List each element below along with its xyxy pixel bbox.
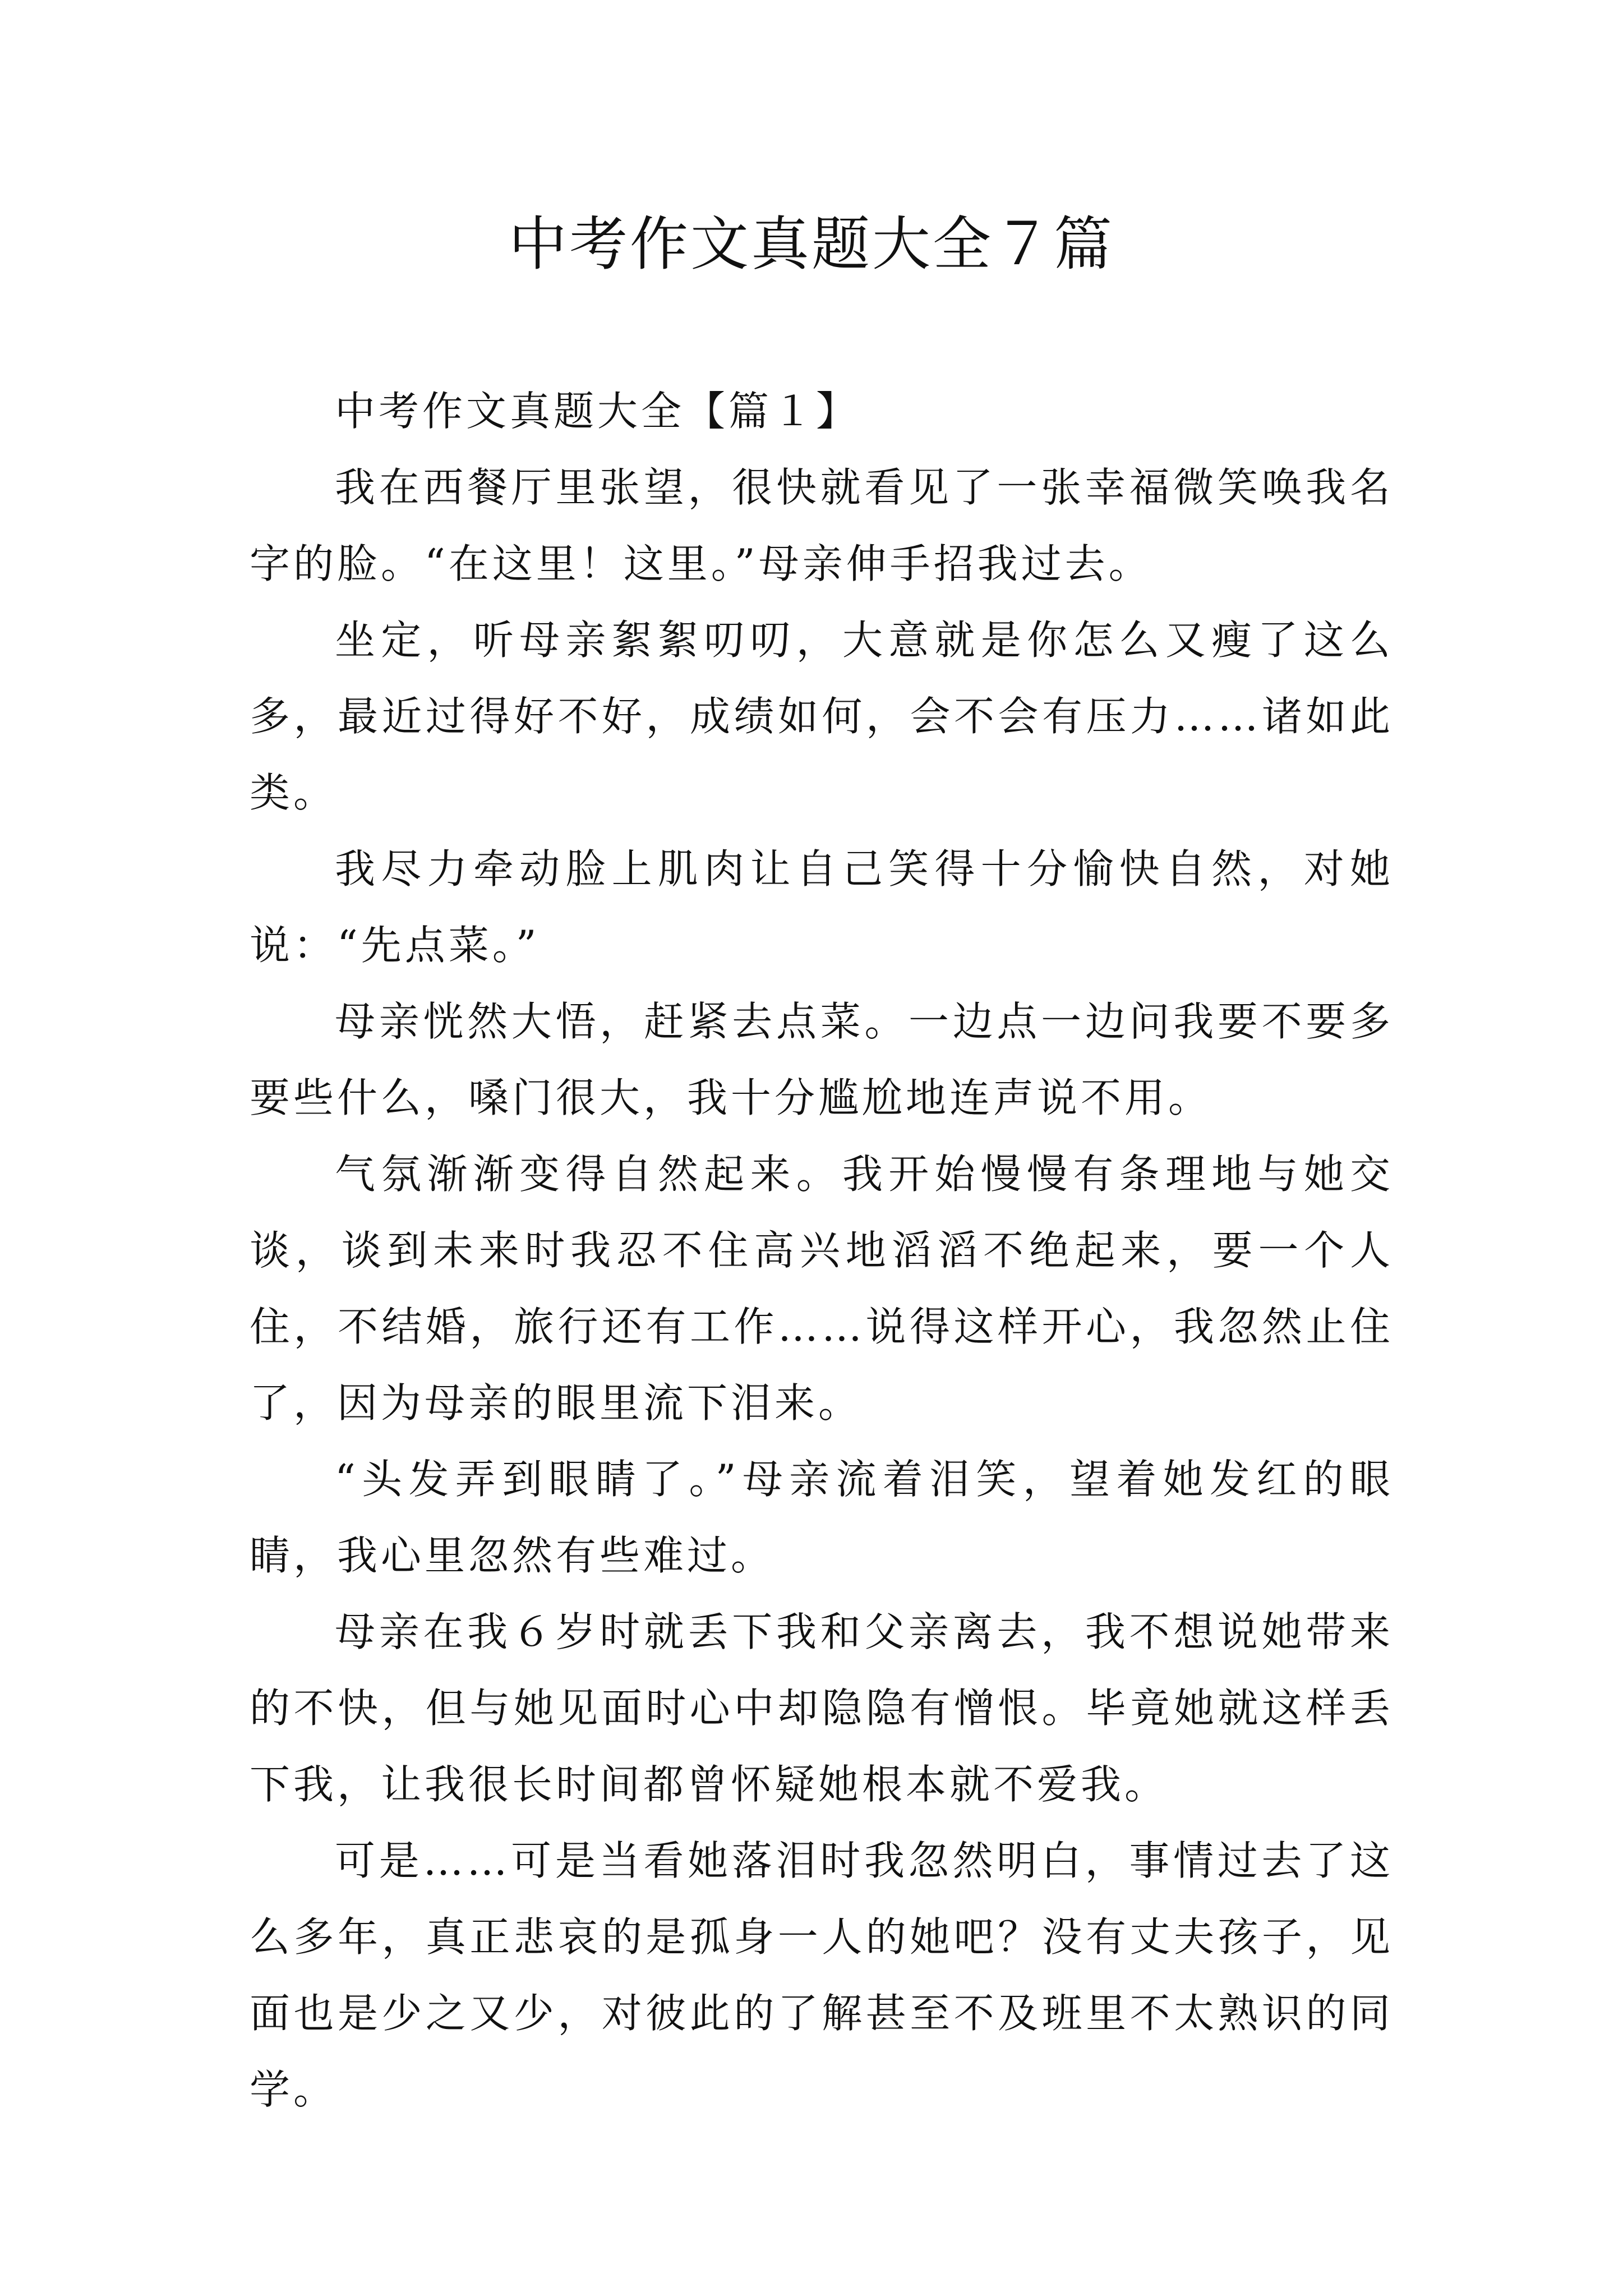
paragraph: 母亲在我６岁时就丢下我和父亲离去，我不想说她带来的不快，但与她见面时心中却隐隐有憎恨。毕竟她就这样丢下我，让我很长时间都曾怀疑她根本就不爱我。 [250, 1608, 1394, 1808]
section-heading: 中考作文真题大全【篇１】 [335, 388, 860, 435]
document-body [250, 373, 1394, 2128]
paragraph: “头发弄到眼睛了。”母亲流着泪笑，望着她发红的眼睛，我心里忽然有些难过。 [250, 1456, 1394, 1579]
paragraph: 可是……可是当看她落泪时我忽然明白，事情过去了这么多年，真正悲哀的是孤身一人的她吧？没有丈夫孩子，见面也是少之又少，对彼此的了解甚至不及班里不太熟识的同学。 [250, 1837, 1394, 2113]
paragraph: 我尽力牵动脸上肌肉让自己笑得十分愉快自然，对她说：“先点菜。” [250, 845, 1394, 969]
paragraph: 坐定，听母亲絮絮叨叨，大意就是你怎么又瘦了这么多，最近过得好不好，成绩如何，会不会有压力……诸如此类。 [250, 616, 1394, 816]
paragraph: 气氛渐渐变得自然起来。我开始慢慢有条理地与她交谈，谈到未来时我忍不住高兴地滔滔不绝起来，要一个人住，不结婚，旅行还有工作……说得这样开心，我忽然止住了，因为母亲的眼里流下泪来。 [250, 1151, 1394, 1427]
document-title: 中考作文真题大全７篇 [508, 210, 1114, 278]
paragraph: 母亲恍然大悟，赶紧去点菜。一边点一边问我要不要多要些什么，嗓门很大，我十分尴尬地连声说不用。 [250, 998, 1394, 1121]
paragraph: 我在西餐厅里张望，很快就看见了一张幸福微笑唤我名字的脸。“在这里！这里。”母亲伸手招我过去。 [250, 464, 1394, 587]
